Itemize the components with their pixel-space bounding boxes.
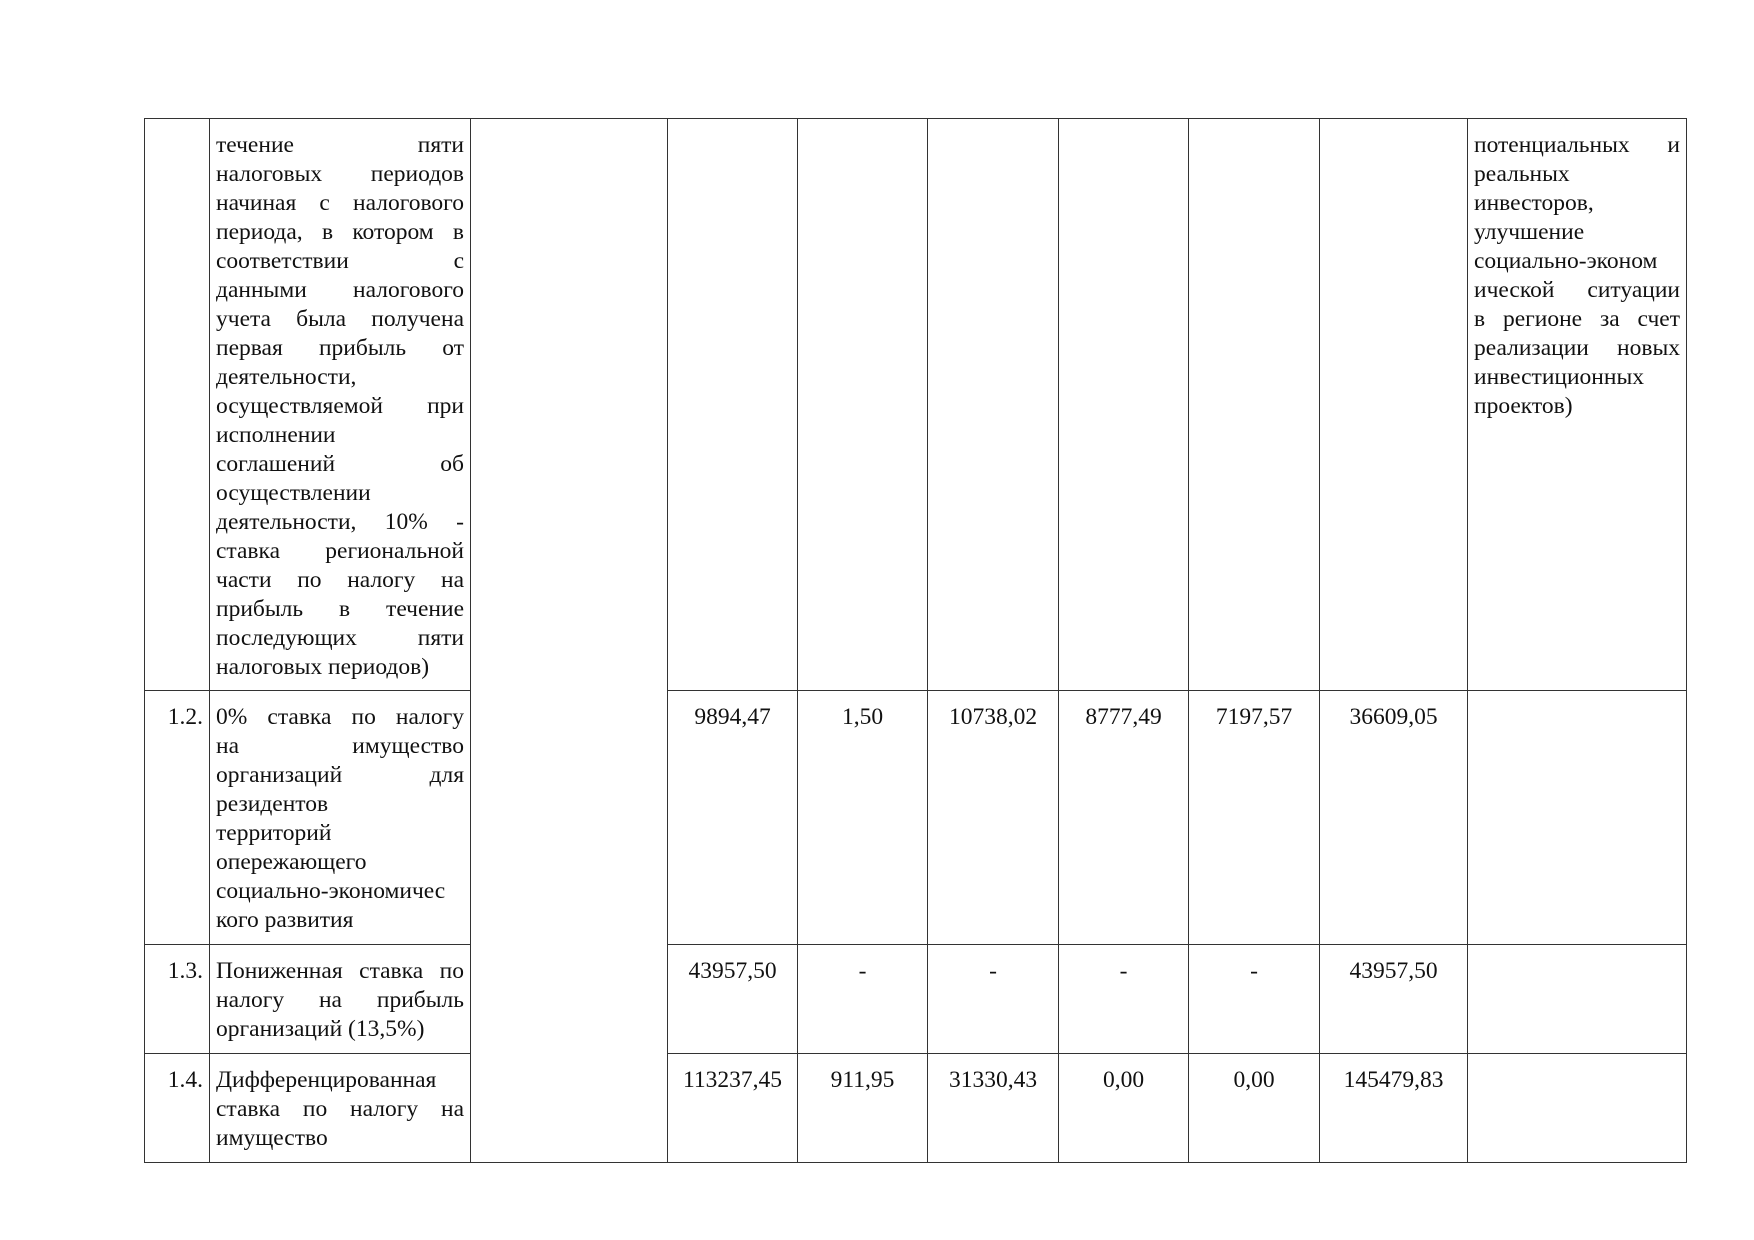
- value-cell: 113237,45: [668, 1054, 798, 1163]
- value-cell: -: [1059, 945, 1189, 1054]
- row-description: [210, 691, 471, 945]
- value-cell: [1189, 119, 1320, 691]
- text-line: исполнении: [216, 422, 336, 448]
- value-cell: [928, 119, 1059, 691]
- text-line: части по налогу на: [216, 567, 464, 593]
- text-line: на имущество: [216, 733, 464, 759]
- text-line: ставка региональной: [216, 538, 464, 564]
- row-note: [1468, 1054, 1687, 1163]
- table-row: [145, 691, 1687, 945]
- tax-benefits-table: [144, 118, 1687, 1163]
- text-line: улучшение: [1474, 219, 1585, 245]
- value-cell: -: [798, 945, 928, 1054]
- text-line: деятельности,: [216, 364, 357, 390]
- text-line: организаций для: [216, 762, 464, 788]
- text-line: в регионе за счет: [1474, 306, 1680, 332]
- table-row: [145, 119, 1687, 691]
- text-line: реализации новых: [1474, 335, 1680, 361]
- table-row: [145, 945, 1687, 1054]
- text-line: налоговых периодов): [216, 654, 430, 680]
- text-line: кого развития: [216, 907, 354, 933]
- value-cell: 0,00: [1059, 1054, 1189, 1163]
- total-cell: 43957,50: [1320, 945, 1468, 1054]
- text-line: осуществляемой при: [216, 393, 464, 419]
- total-cell: 36609,05: [1320, 691, 1468, 945]
- value-cell: 8777,49: [1059, 691, 1189, 945]
- text-line: инвестиционных: [1474, 364, 1644, 390]
- value-cell: [668, 119, 798, 691]
- text-line: данными налогового: [216, 277, 464, 303]
- text-line: опережающего: [216, 849, 367, 875]
- text-line: учета была получена: [216, 306, 464, 332]
- text-line: организаций (13,5%): [216, 1016, 425, 1042]
- text-line: ической ситуации: [1474, 277, 1680, 303]
- value-cell: 10738,02: [928, 691, 1059, 945]
- value-cell: 9894,47: [668, 691, 798, 945]
- text-line: ставка по налогу на: [216, 1096, 464, 1122]
- text-line: территорий: [216, 820, 332, 846]
- text-line: инвесторов,: [1474, 190, 1594, 216]
- text-line: осуществлении: [216, 480, 371, 506]
- value-cell: [1059, 119, 1189, 691]
- row-description: [210, 1054, 471, 1163]
- text-line: последующих пяти: [216, 625, 464, 651]
- text-line: реальных: [1474, 161, 1570, 187]
- value-cell: 0,00: [1189, 1054, 1320, 1163]
- row-description: [210, 119, 471, 691]
- value-cell: 31330,43: [928, 1054, 1059, 1163]
- text-line: прибыль в течение: [216, 596, 464, 622]
- row-note: [1468, 691, 1687, 945]
- value-cell: -: [928, 945, 1059, 1054]
- text-line: первая прибыль от: [216, 335, 464, 361]
- text-line: деятельности, 10% -: [216, 509, 464, 535]
- row-description: [210, 945, 471, 1054]
- text-line: потенциальных и: [1474, 132, 1680, 158]
- text-line: течение пяти: [216, 132, 464, 158]
- text-line: соглашений об: [216, 451, 464, 477]
- row-number: [145, 119, 210, 691]
- total-cell: 145479,83: [1320, 1054, 1468, 1163]
- merged-empty-cell: [471, 119, 668, 1163]
- text-line: 0% ставка по налогу: [216, 704, 464, 730]
- row-number: 1.2.: [145, 691, 210, 945]
- text-line: налогу на прибыль: [216, 987, 464, 1013]
- text-line: резидентов: [216, 791, 329, 817]
- value-cell: [798, 119, 928, 691]
- text-line: периода, в котором в: [216, 219, 464, 245]
- row-note: [1468, 945, 1687, 1054]
- text-line: Дифференцированная: [216, 1067, 437, 1093]
- text-line: начиная с налогового: [216, 190, 464, 216]
- text-line: социально-экономичес: [216, 878, 446, 904]
- value-cell: 1,50: [798, 691, 928, 945]
- total-cell: [1320, 119, 1468, 691]
- value-cell: 7197,57: [1189, 691, 1320, 945]
- table-row: [145, 1054, 1687, 1163]
- text-line: социально-эконом: [1474, 248, 1658, 274]
- row-number: 1.4.: [145, 1054, 210, 1163]
- value-cell: 911,95: [798, 1054, 928, 1163]
- value-cell: -: [1189, 945, 1320, 1054]
- text-line: имущество: [216, 1125, 328, 1151]
- text-line: соответствии с: [216, 248, 464, 274]
- text-line: Пониженная ставка по: [216, 958, 464, 984]
- value-cell: 43957,50: [668, 945, 798, 1054]
- text-line: проектов): [1474, 393, 1573, 419]
- text-line: налоговых периодов: [216, 161, 464, 187]
- row-number: 1.3.: [145, 945, 210, 1054]
- row-note: [1468, 119, 1687, 691]
